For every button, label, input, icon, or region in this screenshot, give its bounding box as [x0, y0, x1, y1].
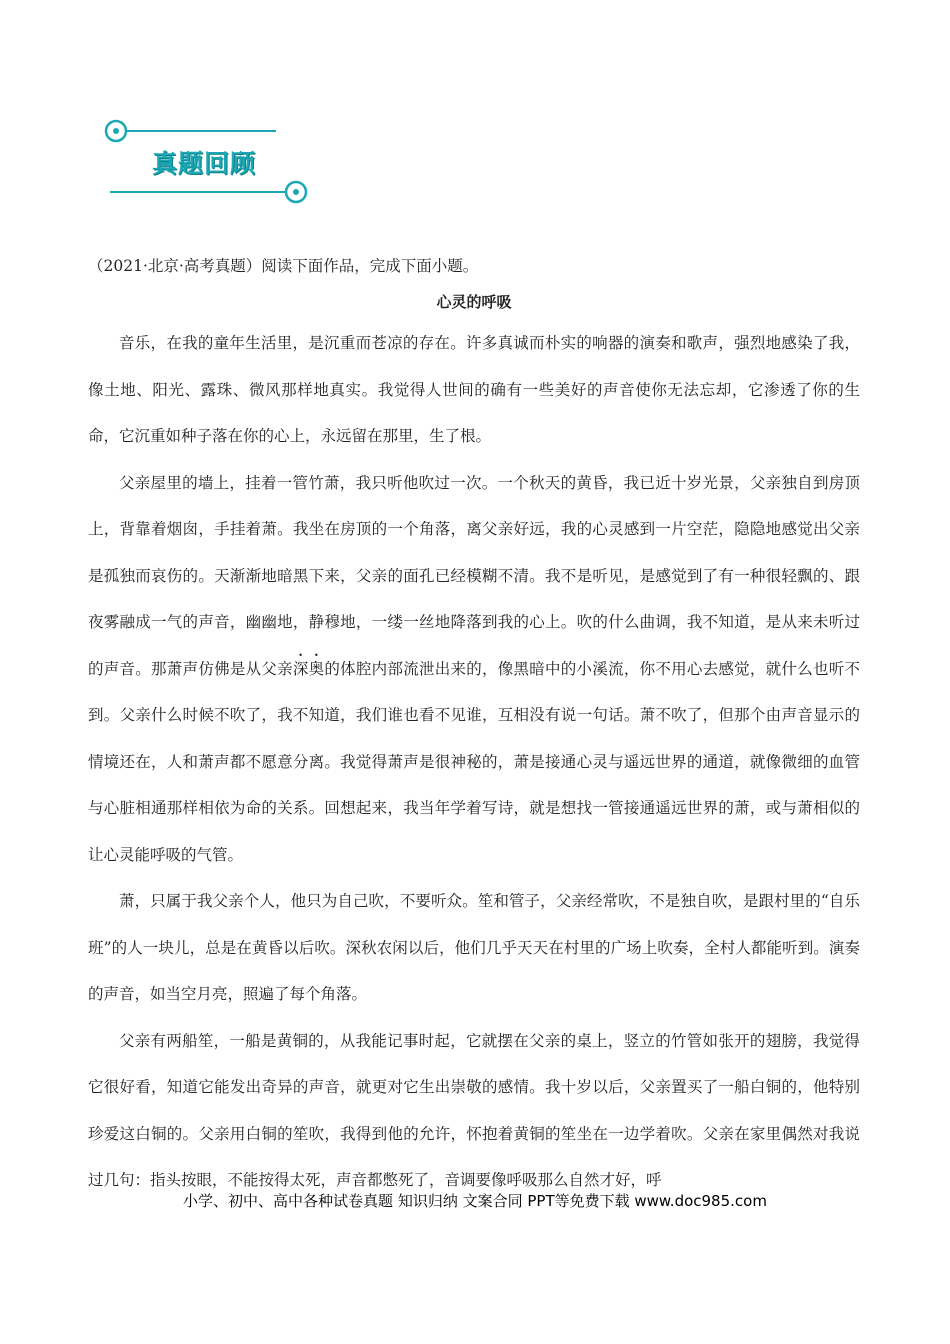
footer-watermark: 小学、初中、高中各种试卷真题 知识归纳 文案合同 PPT等免费下载 www.doc985.com [183, 1192, 767, 1210]
paragraph [88, 460, 860, 879]
paragraph: 萧，只属于我父亲个人，他只为自己吹，不要听众。笙和管子，父亲经常吹，不是独自吹，是跟村里的“自乐班”的人一块儿，总是在黄昏以后吹。深秋农闲以后，他们几乎天天在村里的广场上吹奏，全村人都能听到。演奏的声音，如当空月亮，照遍了每个角落。 [88, 892, 860, 1003]
paragraph-text: 父亲屋里的墙上，挂着一管竹萧，我只听他吹过一次。一个秋天的黄昏，我已近十岁光景，父亲独自到房顶上，背靠着烟囱，手挂着萧。我坐在房顶的一个角落，离父亲好远，我的心灵感到一片空茫，隐隐地感觉出父亲是孤独而哀伤的。天渐渐地暗黑下来，父亲的面孔已经模糊不清。我不是听见，是感觉到了有一种很轻飘的、跟夜雾融成一气的声音，幽幽地，静穆地，一缕一丝地降落到我的心上。吹的什么曲调，我不知道，是从来未听过的声音。那萧声仿佛是从父亲 [88, 473, 860, 678]
section-badge [100, 112, 315, 214]
question-source: （2021·北京·高考真题）阅读下面作品，完成下面小题。 [88, 257, 479, 275]
badge-title: 真题回顾 [152, 149, 257, 178]
paragraph: 父亲有两船笙，一船是黄铜的，从我能记事时起，它就摆在父亲的桌上，竖立的竹管如张开的翅膀，我觉得它很好看，知道它能发出奇异的声音，就更对它生出崇敬的感情。我十岁以后，父亲置买了一船白铜的，他特别珍爱这白铜的。父亲用白铜的笙吹，我得到他的允许，怀抱着黄铜的笙坐在一边学着吹。父亲在家里偶然对我说过几句：指头按眼，不能按得太死，声音都憋死了，音调要像呼吸那么自然才好，呼 [88, 1031, 860, 1189]
paragraph: 音乐，在我的童年生活里，是沉重而苍凉的存在。许多真诚而朴实的响器的演奏和歌声，强烈地感染了我，像土地、阳光、露珠、微风那样地真实。我觉得人世间的确有一些美好的声音使你无法忘却，它渗透了你的生命，它沉重如种子落在你的心上，永远留在那里，生了根。 [88, 334, 860, 445]
paragraph-text: 的体腔内部流泄出来的，像黑暗中的小溪流，你不用心去感觉，就什么也听不到。父亲什么时候不吹了，我不知道，我们谁也看不见谁，互相没有说一句话。萧不吹了，但那个由声音显示的情境还在，人和萧声都不愿意分离。我觉得萧声是很神秘的，萧是接通心灵与遥远世界的通道，就像微细的血管与心脏相通那样相依为命的关系。回想起来，我当年学着写诗，就是想找一管接通遥远世界的萧，或与萧相似的让心灵能呼吸的气管。 [88, 659, 860, 864]
article-body [88, 248, 860, 1204]
article-title: 心灵的呼吸 [436, 293, 512, 311]
emphasized-word: 深奥 [292, 659, 325, 678]
